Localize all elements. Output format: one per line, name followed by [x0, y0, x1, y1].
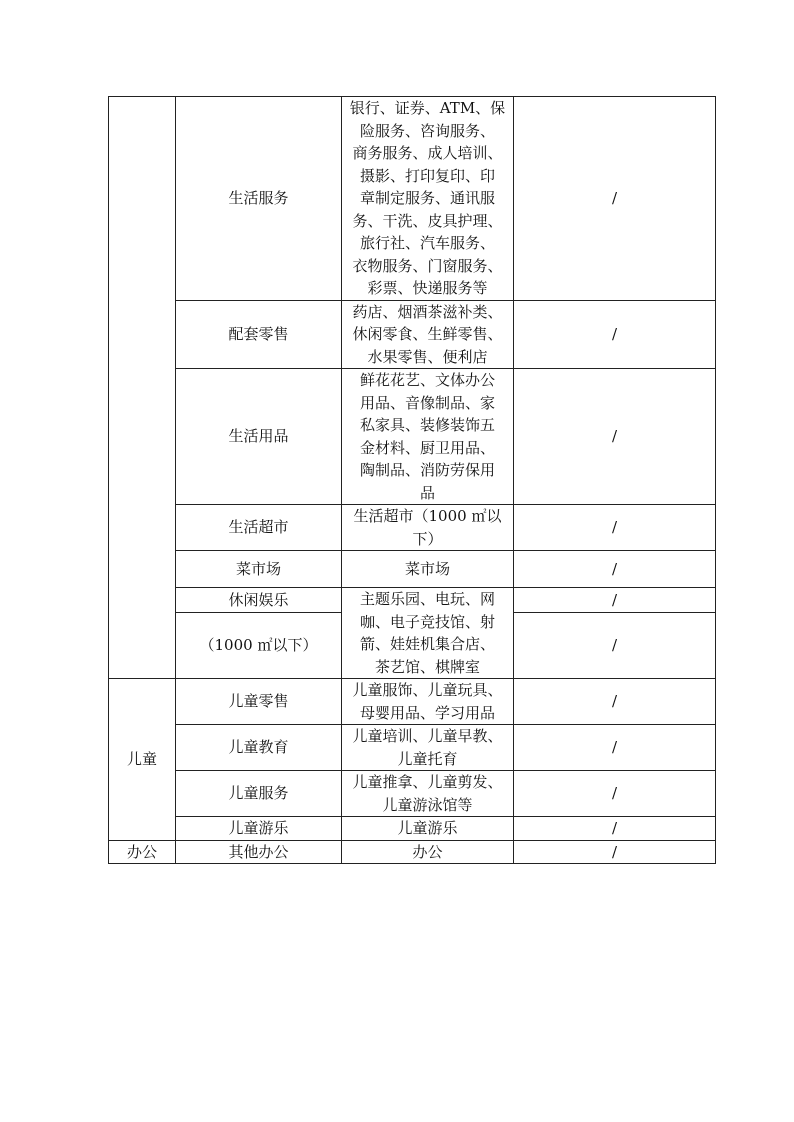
desc-line: 金材料、厨卫用品、 — [359, 438, 495, 457]
desc-line: 药店、烟酒茶滋补类、 — [352, 302, 503, 321]
desc-line: 鲜花花艺、文体办公 — [359, 371, 495, 389]
table-row — [109, 817, 716, 841]
type-cell: 菜市场 — [176, 551, 342, 588]
desc-line: 银行、证券、ATM、保 — [349, 99, 506, 117]
desc-line: 茶艺馆、棋牌室 — [374, 657, 480, 676]
mark-cell: / — [514, 300, 716, 369]
desc-line: 务、干洗、皮具护理、 — [352, 211, 503, 230]
desc-line: 水果零售、便利店 — [367, 347, 488, 366]
mark-cell: / — [514, 725, 716, 771]
desc-cell — [342, 771, 514, 817]
desc-line: 彩票、快递服务等 — [367, 279, 488, 297]
desc-line: 儿童服饰、儿童玩具、 — [352, 681, 503, 699]
category-cell: 办公 — [109, 840, 176, 864]
type-cell: 儿童服务 — [176, 771, 342, 817]
desc-cell: 菜市场 — [342, 551, 514, 588]
mark-cell: / — [514, 817, 716, 841]
table-row — [109, 551, 716, 588]
type-cell: 儿童零售 — [176, 679, 342, 725]
mark-cell: / — [514, 588, 716, 613]
business-type-table — [108, 96, 716, 864]
desc-line: 母婴用品、学习用品 — [359, 703, 495, 722]
type-cell: 生活超市 — [176, 505, 342, 551]
desc-line: 儿童推拿、儿童剪发、 — [352, 773, 503, 791]
type-cell: 其他办公 — [176, 840, 342, 864]
mark-cell: / — [514, 840, 716, 864]
desc-line: 商务服务、成人培训、 — [352, 144, 503, 162]
table-row — [109, 840, 716, 864]
mark-cell: / — [514, 505, 716, 551]
mark-cell: / — [514, 771, 716, 817]
table-row — [109, 679, 716, 725]
type-cell: 生活用品 — [176, 369, 342, 505]
desc-line: 休闲零食、生鲜零售、 — [352, 325, 503, 343]
desc-line: 箭、娃娃机集合店、 — [359, 635, 495, 653]
desc-line: 衣物服务、门窗服务、 — [352, 256, 503, 275]
desc-line: 儿童托育 — [397, 749, 458, 768]
table-row — [109, 771, 716, 817]
desc-cell — [342, 679, 514, 725]
type-cell: （1000 ㎡以下） — [176, 613, 342, 679]
type-cell: 配套零售 — [176, 300, 342, 369]
type-cell: 儿童教育 — [176, 725, 342, 771]
mark-cell: / — [514, 679, 716, 725]
table-row — [109, 369, 716, 505]
table-row — [109, 505, 716, 551]
desc-cell — [342, 588, 514, 679]
table-row — [109, 97, 716, 301]
desc-line: 用品、音像制品、家 — [359, 393, 495, 412]
category-cell: 儿童 — [109, 679, 176, 841]
mark-cell: / — [514, 613, 716, 679]
desc-line: 生活超市（1000 ㎡以 — [353, 507, 502, 525]
desc-line: 旅行社、汽车服务、 — [359, 234, 495, 252]
desc-line: 儿童游泳馆等 — [382, 795, 473, 814]
desc-line: 险服务、咨询服务、 — [359, 121, 495, 140]
desc-line: 品 — [419, 483, 435, 502]
desc-cell — [342, 505, 514, 551]
type-cell: 生活服务 — [176, 97, 342, 301]
type-cell: 儿童游乐 — [176, 817, 342, 841]
desc-cell — [342, 725, 514, 771]
mark-cell: / — [514, 369, 716, 505]
desc-line: 主题乐园、电玩、网 — [359, 590, 495, 608]
desc-line: 咖、电子竞技馆、射 — [359, 612, 495, 631]
desc-line: 陶制品、消防劳保用 — [359, 461, 495, 479]
table-row — [109, 725, 716, 771]
table-row — [109, 300, 716, 369]
desc-cell — [342, 369, 514, 505]
desc-line: 摄影、打印复印、印 — [359, 166, 495, 185]
desc-cell: 儿童游乐 — [342, 817, 514, 841]
type-cell: 休闲娱乐 — [176, 588, 342, 613]
mark-cell: / — [514, 551, 716, 588]
category-cell-continued — [109, 97, 176, 679]
desc-line: 章制定服务、通讯服 — [359, 189, 495, 207]
desc-line: 下） — [412, 529, 443, 548]
desc-cell: 办公 — [342, 840, 514, 864]
desc-cell — [342, 97, 514, 301]
desc-line: 私家具、装修装饰五 — [359, 416, 495, 434]
table-row — [109, 588, 716, 613]
mark-cell: / — [514, 97, 716, 301]
desc-cell — [342, 300, 514, 369]
desc-line: 儿童培训、儿童早教、 — [352, 727, 503, 745]
